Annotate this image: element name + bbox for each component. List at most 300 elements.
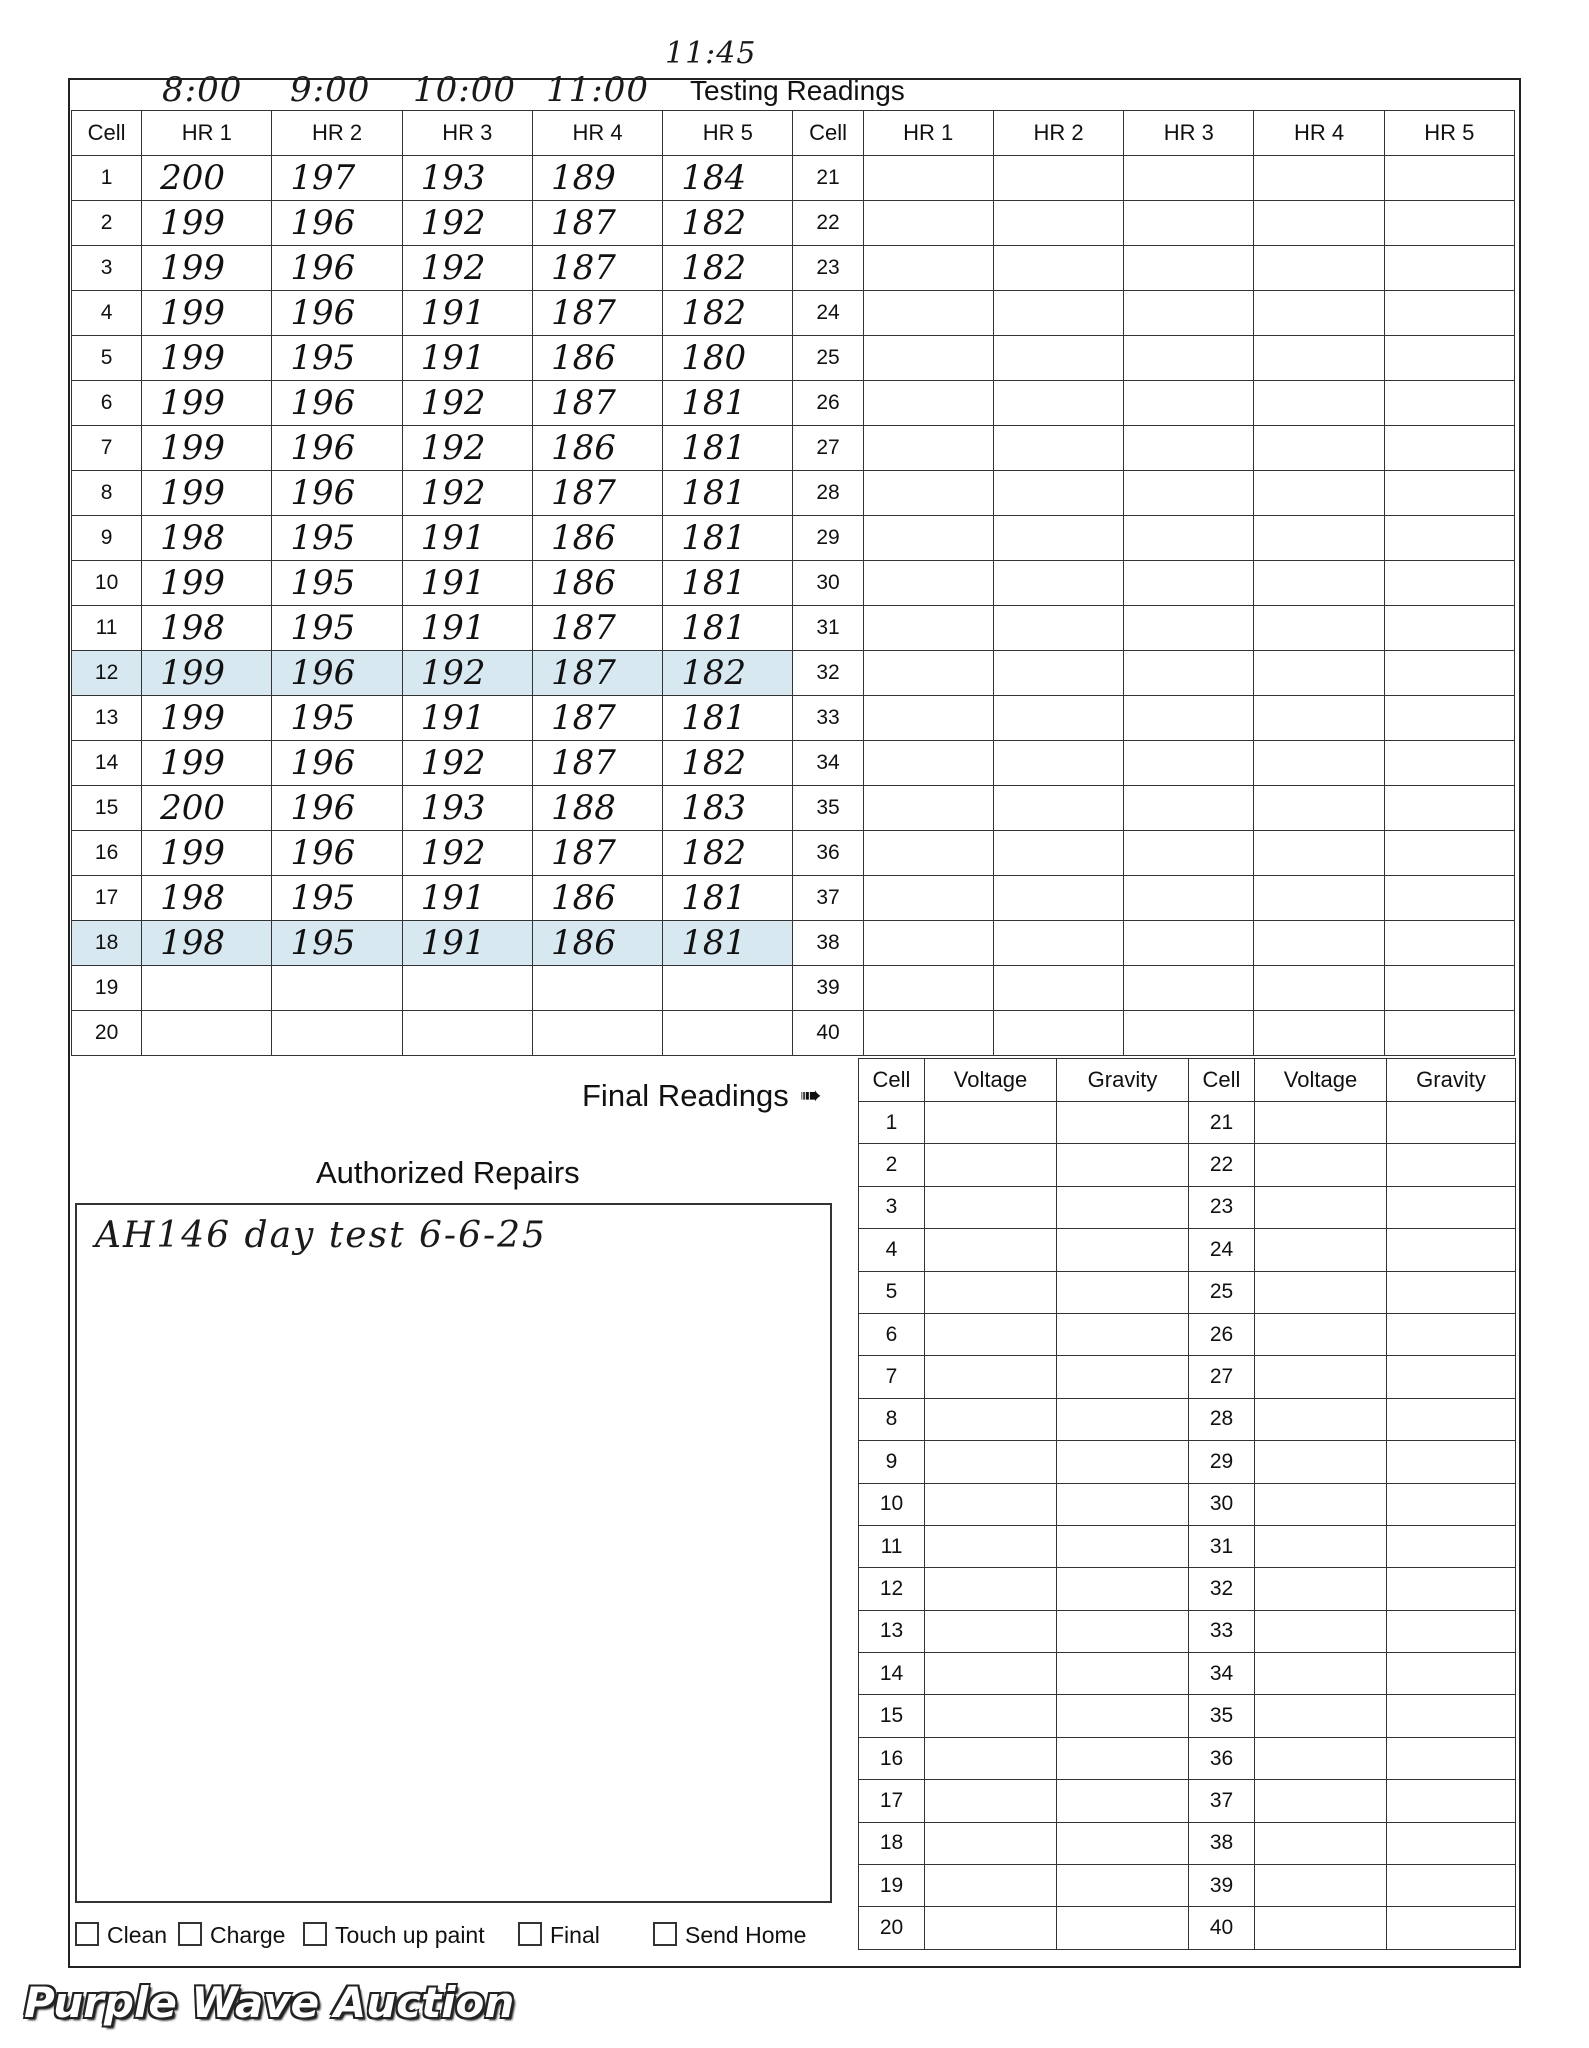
reading-hr2-right [993, 336, 1123, 381]
final-gravity-right [1387, 1398, 1516, 1440]
final-cell-number-right: 26 [1189, 1313, 1255, 1355]
reading-hr4-right [1254, 516, 1384, 561]
authorized-repairs-box [75, 1203, 832, 1903]
table-row [859, 1144, 1516, 1186]
cell-number-right: 38 [793, 921, 863, 966]
cell-number-right: 28 [793, 471, 863, 516]
final-gravity-right [1387, 1695, 1516, 1737]
reading-hr1-right [863, 201, 993, 246]
final-cell-number: 2 [859, 1144, 925, 1186]
final-cell-number-right: 29 [1189, 1441, 1255, 1483]
reading-hr4-right [1254, 471, 1384, 516]
reading-hr1: 199 [142, 696, 272, 741]
cell-number-right: 24 [793, 291, 863, 336]
repairs-handwritten-note: AH146 day test 6-6-25 [95, 1215, 547, 1256]
cell-number: 8 [72, 471, 142, 516]
reading-hr4-right [1254, 201, 1384, 246]
final-gravity [1057, 1398, 1189, 1440]
final-gravity [1057, 1907, 1189, 1949]
table-row [72, 336, 1515, 381]
reading-hr2-right [993, 786, 1123, 831]
reading-hr4: 189 [532, 156, 662, 201]
reading-hr2-right [993, 156, 1123, 201]
table-row [72, 831, 1515, 876]
reading-hr2-right [993, 831, 1123, 876]
reading-hr4-right [1254, 876, 1384, 921]
reading-hr5 [663, 966, 793, 1011]
reading-hr1: 199 [142, 336, 272, 381]
reading-hr3: 191 [402, 696, 532, 741]
reading-hr3-right [1124, 246, 1254, 291]
reading-hr1: 198 [142, 876, 272, 921]
table-row [72, 696, 1515, 741]
checkbox-square-icon [178, 1922, 202, 1946]
reading-hr3: 191 [402, 336, 532, 381]
final-voltage [925, 1737, 1057, 1779]
final-cell-number-right: 32 [1189, 1568, 1255, 1610]
reading-hr1-right [863, 831, 993, 876]
cell-number: 16 [72, 831, 142, 876]
final-header-voltage: Voltage [925, 1059, 1057, 1102]
reading-hr3 [402, 1011, 532, 1056]
reading-hr2: 195 [272, 921, 402, 966]
reading-hr1-right [863, 246, 993, 291]
header-hr3-right: HR 3 [1124, 111, 1254, 156]
final-voltage-right [1255, 1780, 1387, 1822]
reading-hr4: 187 [532, 606, 662, 651]
table-row [72, 921, 1515, 966]
reading-hr3-right [1124, 381, 1254, 426]
final-gravity [1057, 1610, 1189, 1652]
header-hr4-right: HR 4 [1254, 111, 1384, 156]
reading-hr1-right [863, 696, 993, 741]
reading-hr3-right [1124, 561, 1254, 606]
final-voltage-right [1255, 1313, 1387, 1355]
cell-number: 20 [72, 1011, 142, 1056]
reading-hr3-right [1124, 336, 1254, 381]
checkbox-clean[interactable] [75, 1922, 167, 1949]
reading-hr5-right [1384, 471, 1514, 516]
reading-hr3: 192 [402, 426, 532, 471]
header-cell: Cell [72, 111, 142, 156]
authorized-repairs-title: Authorized Repairs [316, 1155, 580, 1190]
checkbox-touch-up-paint[interactable] [303, 1922, 485, 1949]
cell-number-right: 37 [793, 876, 863, 921]
reading-hr4-right [1254, 381, 1384, 426]
final-voltage-right [1255, 1356, 1387, 1398]
cell-number-right: 30 [793, 561, 863, 606]
reading-hr1-right [863, 381, 993, 426]
reading-hr1: 198 [142, 921, 272, 966]
arrow-right-icon: ➠ [800, 1080, 822, 1110]
reading-hr2: 196 [272, 786, 402, 831]
final-cell-number-right: 25 [1189, 1271, 1255, 1313]
final-gravity [1057, 1525, 1189, 1567]
final-voltage [925, 1525, 1057, 1567]
table-row [72, 426, 1515, 471]
final-readings-label: Final Readings [582, 1078, 789, 1113]
final-gravity-right [1387, 1525, 1516, 1567]
checkbox-square-icon [653, 1922, 677, 1946]
reading-hr2-right [993, 696, 1123, 741]
cell-number: 5 [72, 336, 142, 381]
final-gravity-right [1387, 1907, 1516, 1949]
reading-hr1: 199 [142, 651, 272, 696]
final-cell-number: 20 [859, 1907, 925, 1949]
reading-hr3-right [1124, 786, 1254, 831]
reading-hr2: 197 [272, 156, 402, 201]
reading-hr1: 199 [142, 831, 272, 876]
final-header-gravity: Gravity [1057, 1059, 1189, 1102]
reading-hr3-right [1124, 921, 1254, 966]
final-cell-number: 4 [859, 1229, 925, 1271]
final-voltage-right [1255, 1737, 1387, 1779]
reading-hr3: 192 [402, 471, 532, 516]
final-cell-number: 7 [859, 1356, 925, 1398]
reading-hr5: 181 [663, 921, 793, 966]
final-voltage [925, 1695, 1057, 1737]
reading-hr5: 181 [663, 561, 793, 606]
checkbox-label: Clean [107, 1922, 168, 1948]
final-voltage [925, 1907, 1057, 1949]
time-mark-hr5: 11:45 [665, 36, 757, 71]
reading-hr3-right [1124, 876, 1254, 921]
reading-hr2: 195 [272, 606, 402, 651]
reading-hr4-right [1254, 1011, 1384, 1056]
reading-hr4: 186 [532, 921, 662, 966]
reading-hr1 [142, 1011, 272, 1056]
reading-hr5-right [1384, 966, 1514, 1011]
final-cell-number-right: 40 [1189, 1907, 1255, 1949]
table-row [72, 156, 1515, 201]
reading-hr1-right [863, 471, 993, 516]
final-voltage [925, 1186, 1057, 1228]
reading-hr2-right [993, 651, 1123, 696]
reading-hr2: 196 [272, 201, 402, 246]
reading-hr4: 187 [532, 831, 662, 876]
table-row [859, 1186, 1516, 1228]
final-voltage-right [1255, 1102, 1387, 1144]
cell-number: 2 [72, 201, 142, 246]
reading-hr5-right [1384, 1011, 1514, 1056]
final-cell-number: 13 [859, 1610, 925, 1652]
reading-hr4-right [1254, 831, 1384, 876]
final-gravity [1057, 1483, 1189, 1525]
cell-number-right: 33 [793, 696, 863, 741]
reading-hr4: 187 [532, 651, 662, 696]
cell-number: 4 [72, 291, 142, 336]
final-cell-number: 10 [859, 1483, 925, 1525]
cell-number-right: 40 [793, 1011, 863, 1056]
final-gravity-right [1387, 1313, 1516, 1355]
cell-number: 10 [72, 561, 142, 606]
reading-hr5: 181 [663, 876, 793, 921]
table-row [859, 1398, 1516, 1440]
cell-number: 15 [72, 786, 142, 831]
reading-hr1-right [863, 606, 993, 651]
final-cell-number: 18 [859, 1822, 925, 1864]
cell-number: 18 [72, 921, 142, 966]
reading-hr2-right [993, 471, 1123, 516]
final-cell-number: 3 [859, 1186, 925, 1228]
reading-hr4-right [1254, 156, 1384, 201]
reading-hr1-right [863, 921, 993, 966]
reading-hr2-right [993, 921, 1123, 966]
cell-number-right: 35 [793, 786, 863, 831]
final-cell-number-right: 33 [1189, 1610, 1255, 1652]
cell-number: 11 [72, 606, 142, 651]
final-voltage-right [1255, 1271, 1387, 1313]
reading-hr4: 187 [532, 246, 662, 291]
table-row [859, 1653, 1516, 1695]
reading-hr2: 195 [272, 516, 402, 561]
reading-hr1-right [863, 516, 993, 561]
final-voltage-right [1255, 1441, 1387, 1483]
reading-hr3: 191 [402, 921, 532, 966]
reading-hr2-right [993, 246, 1123, 291]
final-gravity [1057, 1186, 1189, 1228]
time-mark-hr3: 10:00 [413, 70, 516, 110]
reading-hr5-right [1384, 336, 1514, 381]
cell-number-right: 34 [793, 741, 863, 786]
reading-hr3-right [1124, 696, 1254, 741]
reading-hr3: 193 [402, 156, 532, 201]
final-gravity-right [1387, 1441, 1516, 1483]
table-row [72, 381, 1515, 426]
header-hr2-right: HR 2 [993, 111, 1123, 156]
reading-hr2: 196 [272, 651, 402, 696]
checkbox-final[interactable] [518, 1922, 600, 1949]
final-voltage-right [1255, 1186, 1387, 1228]
reading-hr1-right [863, 741, 993, 786]
final-voltage [925, 1229, 1057, 1271]
reading-hr5-right [1384, 201, 1514, 246]
final-gravity-right [1387, 1229, 1516, 1271]
reading-hr4: 187 [532, 201, 662, 246]
final-gravity [1057, 1695, 1189, 1737]
reading-hr5: 181 [663, 381, 793, 426]
reading-hr2-right [993, 606, 1123, 651]
reading-hr2: 195 [272, 876, 402, 921]
reading-hr2: 196 [272, 381, 402, 426]
cell-number: 7 [72, 426, 142, 471]
reading-hr1: 200 [142, 156, 272, 201]
final-cell-number: 16 [859, 1737, 925, 1779]
reading-hr4 [532, 966, 662, 1011]
table-row [72, 966, 1515, 1011]
reading-hr1: 199 [142, 291, 272, 336]
final-gravity-right [1387, 1865, 1516, 1907]
table-row [859, 1695, 1516, 1737]
time-mark-hr4: 11:00 [546, 70, 649, 110]
final-gravity [1057, 1865, 1189, 1907]
reading-hr2: 196 [272, 291, 402, 336]
final-cell-number: 5 [859, 1271, 925, 1313]
table-row [72, 651, 1515, 696]
reading-hr4 [532, 1011, 662, 1056]
final-gravity [1057, 1144, 1189, 1186]
reading-hr4: 186 [532, 561, 662, 606]
final-readings-table [858, 1058, 1516, 1950]
reading-hr5: 181 [663, 516, 793, 561]
final-voltage-right [1255, 1822, 1387, 1864]
final-voltage [925, 1780, 1057, 1822]
table-row [72, 516, 1515, 561]
cell-number: 19 [72, 966, 142, 1011]
reading-hr5 [663, 1011, 793, 1056]
reading-hr1-right [863, 1011, 993, 1056]
reading-hr1: 199 [142, 471, 272, 516]
reading-hr4: 187 [532, 471, 662, 516]
reading-hr1: 199 [142, 741, 272, 786]
reading-hr3-right [1124, 831, 1254, 876]
reading-hr4-right [1254, 291, 1384, 336]
reading-hr5: 182 [663, 831, 793, 876]
reading-hr2-right [993, 516, 1123, 561]
purple-wave-watermark: Purple Wave Auction [24, 1978, 515, 2027]
table-row [859, 1271, 1516, 1313]
final-header-row [859, 1059, 1516, 1102]
final-cell-number-right: 34 [1189, 1653, 1255, 1695]
reading-hr3-right [1124, 426, 1254, 471]
final-gravity [1057, 1737, 1189, 1779]
checkbox-square-icon [303, 1922, 327, 1946]
table-row [72, 606, 1515, 651]
reading-hr3: 192 [402, 651, 532, 696]
reading-hr3-right [1124, 741, 1254, 786]
reading-hr1: 199 [142, 381, 272, 426]
table-row [72, 561, 1515, 606]
reading-hr4-right [1254, 696, 1384, 741]
reading-hr3: 192 [402, 201, 532, 246]
reading-hr5: 182 [663, 741, 793, 786]
checkbox-label: Final [550, 1922, 600, 1948]
reading-hr3-right [1124, 471, 1254, 516]
final-gravity-right [1387, 1102, 1516, 1144]
table-row [72, 201, 1515, 246]
time-mark-hr2: 9:00 [290, 70, 371, 110]
reading-hr2 [272, 1011, 402, 1056]
reading-hr3: 192 [402, 741, 532, 786]
final-gravity-right [1387, 1610, 1516, 1652]
final-cell-number: 9 [859, 1441, 925, 1483]
checkbox-send-home[interactable] [653, 1922, 806, 1949]
cell-number: 14 [72, 741, 142, 786]
reading-hr5: 182 [663, 246, 793, 291]
reading-hr3: 193 [402, 786, 532, 831]
testing-readings-title: Testing Readings [690, 75, 905, 106]
table-row [72, 291, 1515, 336]
reading-hr5: 183 [663, 786, 793, 831]
reading-hr2-right [993, 561, 1123, 606]
final-voltage [925, 1822, 1057, 1864]
reading-hr5-right [1384, 516, 1514, 561]
final-cell-number: 12 [859, 1568, 925, 1610]
final-cell-number-right: 21 [1189, 1102, 1255, 1144]
cell-number: 6 [72, 381, 142, 426]
final-gravity [1057, 1356, 1189, 1398]
reading-hr3-right [1124, 606, 1254, 651]
reading-hr5-right [1384, 561, 1514, 606]
final-gravity-right [1387, 1144, 1516, 1186]
final-cell-number-right: 27 [1189, 1356, 1255, 1398]
reading-hr5-right [1384, 246, 1514, 291]
cell-number: 12 [72, 651, 142, 696]
reading-hr4: 186 [532, 876, 662, 921]
reading-hr5: 181 [663, 606, 793, 651]
table-row [859, 1525, 1516, 1567]
table-row [859, 1822, 1516, 1864]
reading-hr4-right [1254, 966, 1384, 1011]
reading-hr3: 191 [402, 606, 532, 651]
reading-hr5: 182 [663, 291, 793, 336]
reading-hr5-right [1384, 876, 1514, 921]
checkbox-charge[interactable] [178, 1922, 285, 1949]
reading-hr5-right [1384, 786, 1514, 831]
table-row [859, 1568, 1516, 1610]
final-gravity [1057, 1780, 1189, 1822]
final-cell-number-right: 38 [1189, 1822, 1255, 1864]
checkbox-label: Touch up paint [335, 1922, 485, 1948]
header-hr2: HR 2 [272, 111, 402, 156]
reading-hr2: 196 [272, 741, 402, 786]
reading-hr1: 200 [142, 786, 272, 831]
reading-hr5: 184 [663, 156, 793, 201]
cell-number: 1 [72, 156, 142, 201]
reading-hr2: 195 [272, 336, 402, 381]
time-mark-hr1: 8:00 [162, 70, 243, 110]
reading-hr5-right [1384, 291, 1514, 336]
table-row [859, 1907, 1516, 1949]
final-cell-number: 14 [859, 1653, 925, 1695]
reading-hr5-right [1384, 381, 1514, 426]
final-cell-number: 15 [859, 1695, 925, 1737]
final-gravity [1057, 1313, 1189, 1355]
final-cell-number: 19 [859, 1865, 925, 1907]
final-cell-number-right: 30 [1189, 1483, 1255, 1525]
final-voltage [925, 1483, 1057, 1525]
reading-hr5: 182 [663, 201, 793, 246]
header-hr4: HR 4 [532, 111, 662, 156]
reading-hr4-right [1254, 426, 1384, 471]
reading-hr2-right [993, 966, 1123, 1011]
reading-hr1: 199 [142, 561, 272, 606]
final-voltage [925, 1398, 1057, 1440]
reading-hr1-right [863, 336, 993, 381]
cell-number-right: 26 [793, 381, 863, 426]
table-row [72, 246, 1515, 291]
final-gravity [1057, 1271, 1189, 1313]
reading-hr1: 199 [142, 201, 272, 246]
reading-hr4: 187 [532, 291, 662, 336]
reading-hr2-right [993, 291, 1123, 336]
reading-hr1-right [863, 876, 993, 921]
reading-hr3-right [1124, 201, 1254, 246]
reading-hr1-right [863, 291, 993, 336]
reading-hr1-right [863, 156, 993, 201]
final-header-gravity-right: Gravity [1387, 1059, 1516, 1102]
cell-number-right: 27 [793, 426, 863, 471]
table-row [859, 1610, 1516, 1652]
reading-hr4: 187 [532, 741, 662, 786]
final-voltage-right [1255, 1398, 1387, 1440]
final-voltage [925, 1610, 1057, 1652]
final-voltage-right [1255, 1144, 1387, 1186]
header-hr5: HR 5 [663, 111, 793, 156]
checkbox-label: Charge [210, 1922, 286, 1948]
reading-hr5-right [1384, 741, 1514, 786]
final-gravity [1057, 1229, 1189, 1271]
